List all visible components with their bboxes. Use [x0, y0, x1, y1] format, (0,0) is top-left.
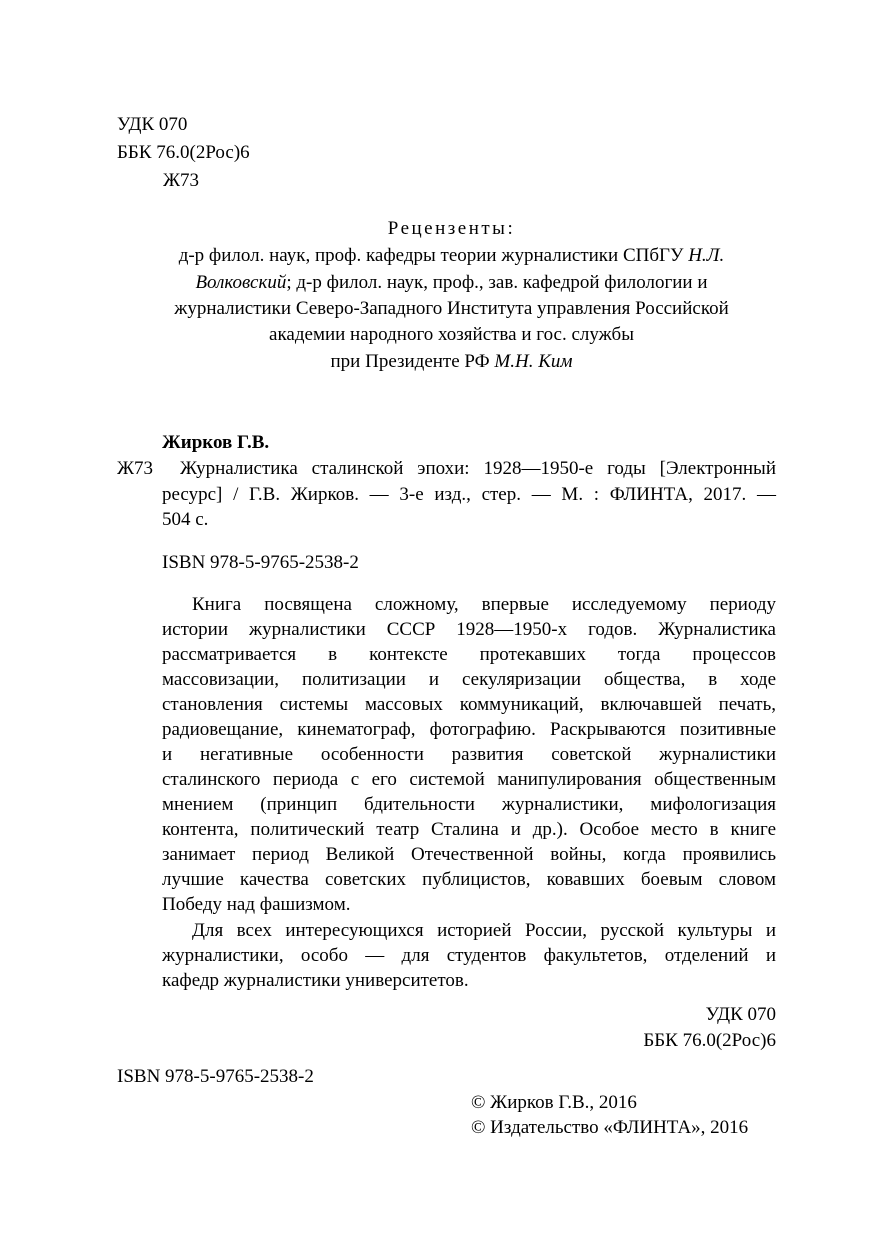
reviewers-line-1: [0, 243, 875, 268]
reviewers-line-3: журналистики Северо-Западного Института управления Российской: [174, 298, 729, 319]
annotation-line: Победу над фашизмом.: [162, 894, 351, 915]
bib-author-mark: Ж73: [117, 458, 154, 479]
footer-udk: УДК 070: [705, 1004, 776, 1025]
reviewers-line-4: академии народного хозяйства и гос. службы: [269, 324, 634, 345]
annotation-line: Книга посвящена сложному, впервые исследуемому периоду: [192, 594, 776, 615]
annotation-line: становления системы массовых коммуникаций, включавшей печать,: [162, 694, 776, 715]
annotation-line: рассматривается в контексте протекавших тогда процессов: [162, 644, 776, 665]
annotation-line: радиовещание, кинематограф, фотографию. Раскрываются позитивные: [162, 719, 776, 740]
reviewer-name-1a: Н.Л.: [688, 245, 725, 266]
reviewer-name-2: М.Н. Ким: [494, 351, 573, 372]
copyright-author: © Жирков Г.В., 2016: [471, 1092, 637, 1113]
annotation-line: занимает период Великой Отечественной войны, когда проявились: [162, 844, 776, 865]
book-author: [162, 430, 269, 455]
udk-code: УДК 070: [117, 114, 188, 135]
annotation-line: Для всех интересующихся историей России, русской культуры и: [192, 920, 776, 941]
annotation-line: истории журналистики СССР 1928—1950-х годов. Журналистика: [162, 619, 776, 640]
bib-line-2: ресурс] / Г.В. Жирков. — 3-е изд., стер. — М. : ФЛИНТА, 2017. —: [162, 484, 776, 505]
author-mark: Ж73: [163, 170, 200, 191]
annotation-line: лучшие качества советских публицистов, ковавших боевым словом: [162, 869, 776, 890]
reviewers-line-5: [0, 349, 875, 374]
reviewer-name-1b: Волковский: [195, 272, 287, 293]
annotation-line: массовизации, политизации и секуляризации общества, в ходе: [162, 669, 776, 690]
bib-line-3: 504 с.: [162, 509, 209, 530]
annotation-line: и негативные особенности развития советской журналистики: [162, 744, 776, 765]
reviewers-line-5-text: при Президенте РФ: [330, 351, 495, 372]
bib-isbn: ISBN 978-5-9765-2538-2: [162, 552, 359, 573]
annotation-line: мнением (принцип бдительности журналистики, мифологизация: [162, 794, 776, 815]
bib-description: [180, 456, 776, 481]
book-author-text: Жирков Г.В.: [162, 432, 270, 453]
annotation-line: контента, политический театр Сталина и др.). Особое место в книге: [162, 819, 776, 840]
annotation-line: сталинского периода с его системой манипулирования общественным: [162, 769, 776, 790]
reviewers-line-2: [0, 270, 875, 295]
reviewers-line-2-text: ; д-р филол. наук, проф., зав. кафедрой филологии и: [286, 272, 708, 293]
bib-line-1: Журналистика сталинской эпохи: 1928—1950-е годы [Электронный: [180, 458, 776, 479]
footer-bbk: ББК 76.0(2Рос)6: [643, 1030, 776, 1051]
annotation-paragraph-1: [162, 592, 776, 917]
reviewers-heading: Рецензенты:: [387, 218, 516, 239]
bbk-code: ББК 76.0(2Рос)6: [117, 142, 250, 163]
annotation-paragraph-2: [162, 918, 776, 993]
footer-isbn: ISBN 978-5-9765-2538-2: [117, 1066, 314, 1087]
annotation-line: журналистики, особо — для студентов факультетов, отделений и: [162, 945, 776, 966]
reviewers-line-1-text: д-р филол. наук, проф. кафедры теории журналистики СПбГУ: [178, 245, 689, 266]
copyright-publisher: © Издательство «ФЛИНТА», 2016: [471, 1117, 749, 1138]
bib-description-cont: [162, 482, 776, 532]
annotation-line: кафедр журналистики университетов.: [162, 970, 469, 991]
